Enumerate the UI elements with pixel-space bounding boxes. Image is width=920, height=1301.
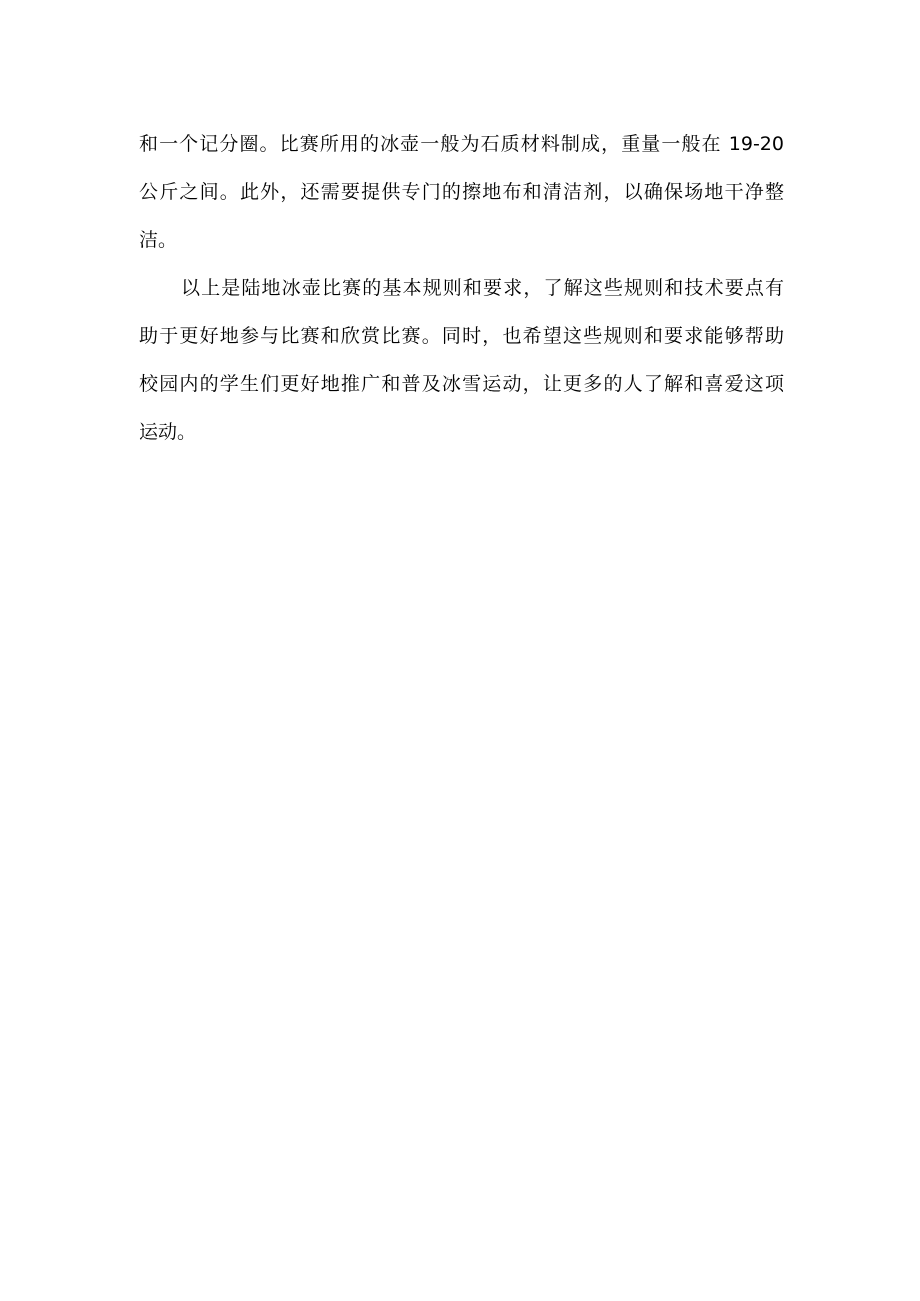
text-line: 洁。: [139, 229, 178, 251]
text-line: 公斤之间。此外，还需要提供专门的擦地布和清洁剂，以确保场地干净整: [139, 181, 784, 203]
paragraph-conclusion: [139, 264, 784, 456]
text-line: 助于更好地参与比赛和欣赏比赛。同时，也希望这些规则和要求能够帮助: [139, 325, 784, 347]
text-line: 运动。: [139, 421, 197, 443]
text-line: 以上是陆地冰壶比赛的基本规则和要求，了解这些规则和技术要点有: [181, 277, 784, 299]
paragraph-curling-equipment: [139, 120, 784, 264]
document-body: [139, 120, 784, 456]
text-line: 和一个记分圈。比赛所用的冰壶一般为石质材料制成，重量一般在 19-20: [139, 133, 784, 155]
text-line: 校园内的学生们更好地推广和普及冰雪运动，让更多的人了解和喜爱这项: [139, 373, 784, 395]
